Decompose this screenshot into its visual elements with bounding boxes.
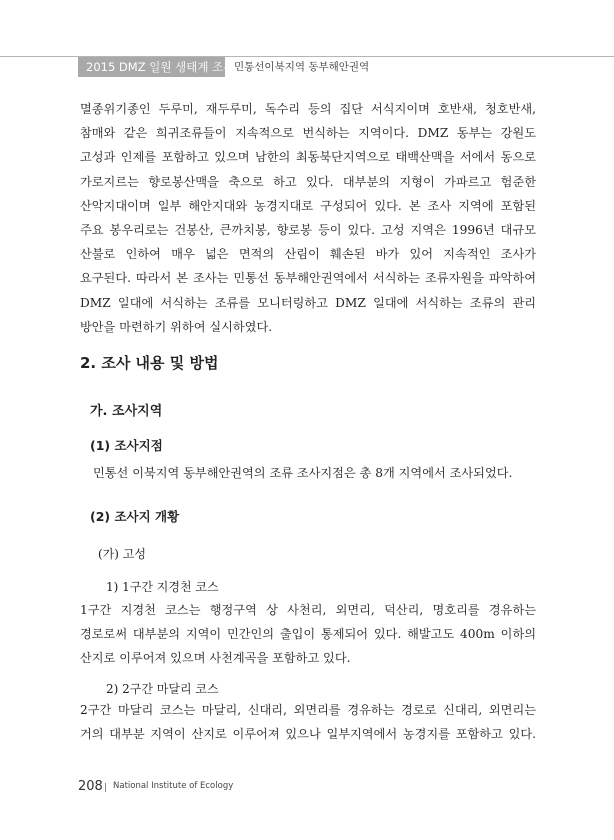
- intro-line: 고성과 인제를 포함하고 있으며 남한의 최동북단지역으로 태백산맥을 서에서 동으로: [80, 150, 536, 165]
- footer-institute: National Institute of Ecology: [113, 781, 234, 791]
- page-number: 208: [78, 779, 103, 794]
- region-heading: (가) 고성: [98, 547, 146, 561]
- course-heading: 2) 2구간 마달리 코스: [106, 682, 219, 696]
- course2-line: 거의 대부분 지역이 산지로 이루어져 있으나 일부지역에서 농경지를 포함하고 있다.: [80, 727, 536, 742]
- intro-line: DMZ 일대에 서식하는 조류를 모니터링하고 DMZ 일대에 서식하는 조류의 관리: [80, 295, 536, 310]
- course1-paragraph: [80, 598, 536, 671]
- subsection-heading: 가. 조사지역: [90, 404, 163, 419]
- intro-line: 방안을 마련하기 위하여 실시하였다.: [80, 319, 273, 334]
- course2-line: 2구간 마달리 코스는 마달리, 신대리, 외면리를 경유하는 경로로 신대리, 외면리는: [80, 703, 536, 717]
- section-heading: 2. 조사 내용 및 방법: [80, 354, 219, 372]
- intro-line: 멸종위기종인 두루미, 재두루미, 독수리 등의 집단 서식지이며 호반새, 청호반새,: [80, 102, 536, 116]
- survey-site-text: 민통선 이북지역 동부해안권역의 조류 조사지점은 총 8개 지역에서 조사되었다.: [93, 466, 513, 480]
- intro-line: 요구된다. 따라서 본 조사는 민통선 동부해안권역에서 서식하는 조류자원을 파악하여: [80, 271, 536, 286]
- intro-line: 주요 봉우리로는 건봉산, 큰까치봉, 향로봉 등이 있다. 고성 지역은 1996년 대규모: [80, 223, 536, 238]
- intro-paragraph: [80, 97, 536, 339]
- subsubsection-heading: (1) 조사지점: [90, 438, 163, 453]
- header-chapter-title: 민통선이북지역 동부해안권역: [234, 61, 370, 73]
- course1-line: 1구간 지경천 코스는 행정구역 상 사천리, 외면리, 덕산리, 명호리를 경유하는: [80, 603, 536, 617]
- intro-line: 산불로 인하여 매우 넓은 면적의 산림이 훼손된 바가 있어 지속적인 조사가: [80, 247, 536, 262]
- footer-divider: [105, 783, 106, 792]
- intro-line: 참매와 같은 희귀조류들이 지속적으로 번식하는 지역이다. DMZ 동부는 강원도: [80, 126, 536, 141]
- course1-line: 경로로써 대부분의 지역이 민간인의 출입이 통제되어 있다. 해발고도 400m 이하의: [80, 627, 536, 642]
- intro-line: 산악지대이며 일부 해안지대와 농경지대로 구성되어 있다. 본 조사 지역에 포함된: [80, 198, 536, 213]
- subsubsection-heading: (2) 조사지 개황: [90, 509, 180, 524]
- intro-line: 가로지르는 향로봉산맥을 축으로 하고 있다. 대부분의 지형이 가파르고 험준한: [80, 174, 536, 189]
- course-heading: 1) 1구간 지경천 코스: [106, 580, 219, 594]
- course1-line: 산지로 이루어져 있으며 사천계곡을 포함하고 있다.: [80, 651, 351, 666]
- header-report-title: 2015 DMZ 일원 생태계 조사: [78, 57, 225, 77]
- survey-site-paragraph: [93, 461, 536, 485]
- course2-paragraph: [80, 698, 536, 746]
